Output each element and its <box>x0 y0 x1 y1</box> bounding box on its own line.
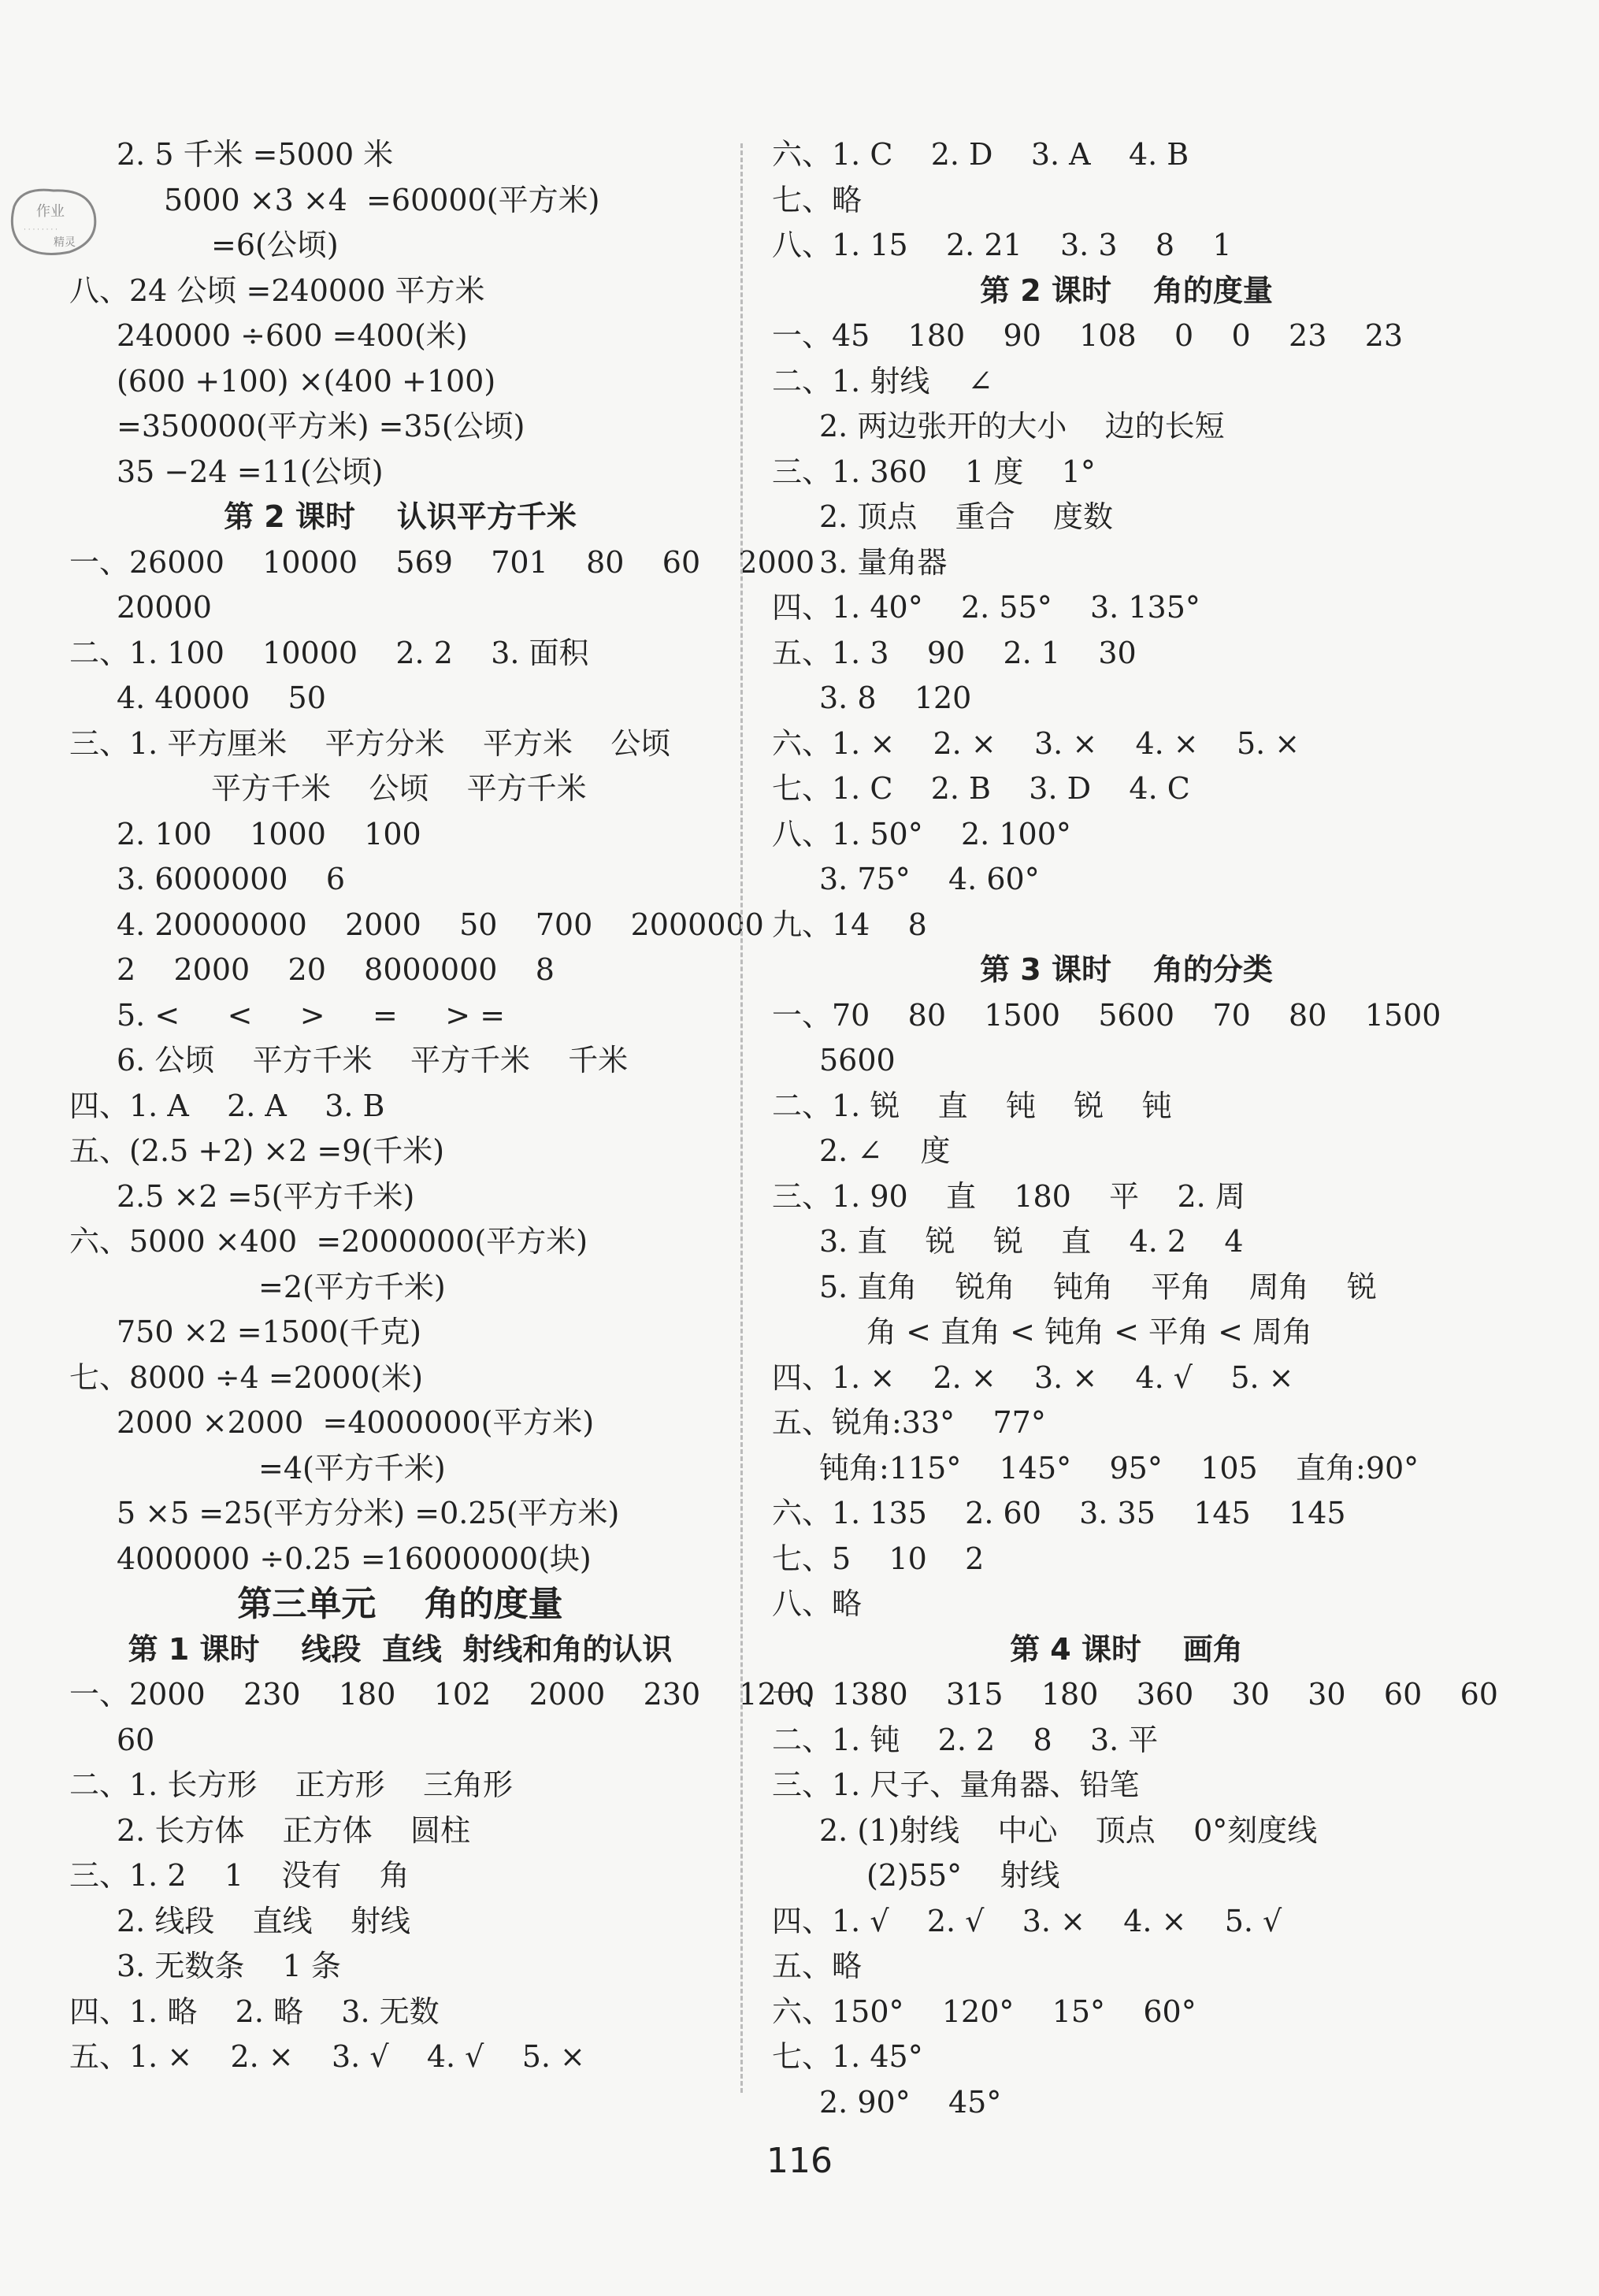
answer-line: 二、1. 钝 2. 2 8 3. 平 <box>772 1722 1159 1757</box>
answer-line: 五、(2.5 +2) ×2 =9(千米) <box>69 1133 445 1168</box>
answer-line: 一、70 80 1500 5600 70 80 1500 <box>772 997 1441 1033</box>
answer-line: 60 <box>117 1722 155 1757</box>
answer-line: =2(平方千米) <box>258 1269 446 1304</box>
answer-line: 五、略 <box>772 1949 863 1983</box>
answer-line: 五、1. × 2. × 3. √ 4. √ 5. × <box>69 2039 585 2074</box>
answer-line: 五、1. 3 90 2. 1 30 <box>772 635 1137 670</box>
answer-line: 240000 ÷600 =400(米) <box>117 318 468 353</box>
left-answer-column <box>69 132 815 2080</box>
answer-line: 五、锐角:33° 77° <box>772 1405 1046 1440</box>
answer-line: 三、1. 尺子、量角器、铅笔 <box>772 1767 1140 1802</box>
answer-line: 2. ∠ 度 <box>819 1133 951 1168</box>
answer-line: 2 2000 20 8000000 8 <box>117 952 555 987</box>
svg-text:精灵: 精灵 <box>54 236 76 249</box>
answer-line: 八、1. 15 2. 21 3. 3 8 1 <box>772 228 1232 262</box>
answer-line: 3. 直 锐 锐 直 4. 2 4 <box>819 1224 1244 1259</box>
answer-line: 一、45 180 90 108 0 0 23 23 <box>772 318 1404 353</box>
answer-line: (2)55° 射线 <box>866 1858 1060 1893</box>
answer-line: 六、1. C 2. D 3. A 4. B <box>772 137 1189 172</box>
answer-line: 六、1. × 2. × 3. × 4. × 5. × <box>772 725 1300 761</box>
answer-line: 四、1. 略 2. 略 3. 无数 <box>69 1994 440 2029</box>
answer-line: =350000(平方米) =35(公顷) <box>117 409 525 443</box>
answer-line: 四、1. 40° 2. 55° 3. 135° <box>772 590 1200 625</box>
answer-line: 2.5 ×2 =5(平方千米) <box>117 1178 415 1214</box>
answer-line: 5 ×5 =25(平方分米) =0.25(平方米) <box>117 1496 620 1530</box>
answer-line: 三、1. 平方厘米 平方分米 平方米 公顷 <box>69 725 671 761</box>
answer-line: 钝角:115° 145° 95° 105 直角:90° <box>819 1450 1419 1486</box>
answer-line: 三、1. 360 1 度 1° <box>772 454 1096 489</box>
answer-line: 三、1. 90 直 180 平 2. 周 <box>772 1178 1245 1214</box>
answer-line: 角 < 直角 < 钝角 < 平角 < 周角 <box>866 1315 1312 1349</box>
answer-line: 3. 无数条 1 条 <box>117 1949 341 1983</box>
answer-line: 5000 ×3 ×4 =60000(平方米) <box>164 182 600 217</box>
answer-line: 四、1. × 2. × 3. × 4. √ 5. × <box>772 1359 1294 1395</box>
answer-line: 2. (1)射线 中心 顶点 0°刻度线 <box>819 1812 1318 1848</box>
answer-line: 二、1. 锐 直 钝 锐 钝 <box>772 1088 1172 1123</box>
answer-line: 二、1. 射线 ∠ <box>772 363 993 399</box>
answer-line: 八、略 <box>772 1586 863 1621</box>
answer-line: 九、14 8 <box>772 907 927 942</box>
answer-line: 3. 75° 4. 60° <box>819 862 1040 896</box>
answer-line: 六、1. 135 2. 60 3. 35 145 145 <box>772 1496 1346 1530</box>
answer-line: 2. 5 千米 =5000 米 <box>117 137 394 172</box>
answer-line: 一、1380 315 180 360 30 30 60 60 <box>772 1677 1498 1712</box>
answer-line: 四、1. A 2. A 3. B <box>69 1088 385 1123</box>
answer-line: 七、5 10 2 <box>772 1541 985 1576</box>
lesson-heading: 第 4 课时 画角 <box>1010 1631 1243 1667</box>
answer-line: 2. 两边张开的大小 边的长短 <box>819 409 1225 443</box>
answer-line: 3. 6000000 6 <box>117 862 346 896</box>
answer-line: 六、150° 120° 15° 60° <box>772 1994 1196 2029</box>
answer-line: 七、1. 45° <box>772 2039 923 2074</box>
answer-line: 2. 长方体 正方体 圆柱 <box>117 1812 470 1848</box>
svg-text:· · · · · · · ·: · · · · · · · · <box>24 226 58 234</box>
answer-line: 八、1. 50° 2. 100° <box>772 816 1071 851</box>
answer-line: 平方千米 公顷 平方千米 <box>211 771 587 806</box>
answer-line: 5600 <box>819 1043 896 1078</box>
answer-line: 四、1. √ 2. √ 3. × 4. × 5. √ <box>772 1903 1282 1938</box>
answer-line: 八、24 公顷 =240000 平方米 <box>69 273 485 308</box>
answer-line: 4000000 ÷0.25 =16000000(块) <box>117 1541 592 1576</box>
answer-line: 750 ×2 =1500(千克) <box>117 1315 421 1349</box>
answer-line: 一、2000 230 180 102 2000 230 1200 <box>69 1677 815 1712</box>
answer-line: (600 +100) ×(400 +100) <box>117 363 496 399</box>
answer-line: 3. 8 120 <box>819 681 972 715</box>
answer-line: 七、略 <box>772 182 863 217</box>
lesson-heading: 第 1 课时 线段 直线 射线和角的认识 <box>128 1631 673 1667</box>
svg-text:作业: 作业 <box>36 203 65 220</box>
answer-line: 3. 量角器 <box>819 544 948 580</box>
answer-line: 二、1. 100 10000 2. 2 3. 面积 <box>69 635 589 670</box>
page-number: 116 <box>766 2141 833 2181</box>
answer-line: 2. 线段 直线 射线 <box>117 1903 410 1938</box>
answer-line: 5. 直角 锐角 钝角 平角 周角 锐 <box>819 1269 1377 1304</box>
answer-line: 2. 顶点 重合 度数 <box>819 499 1113 534</box>
answer-line: 七、1. C 2. B 3. D 4. C <box>772 771 1190 806</box>
answer-line: 2. 90° 45° <box>819 2084 1002 2120</box>
answer-line: =6(公顷) <box>211 228 339 262</box>
answer-line: 20000 <box>117 590 212 625</box>
answer-line: 一、26000 10000 569 701 80 60 2000 <box>69 544 815 580</box>
answer-line: 6. 公顷 平方千米 平方千米 千米 <box>117 1043 629 1078</box>
right-answer-column <box>772 132 1498 2125</box>
answer-line: 4. 20000000 2000 50 700 2000000 <box>117 907 764 942</box>
column-divider <box>740 143 743 2093</box>
answer-line: 5. < < > = > = <box>117 997 506 1033</box>
answer-line: =4(平方千米) <box>258 1450 446 1486</box>
lesson-heading: 第 2 课时 角的度量 <box>980 273 1273 308</box>
answer-line: 2000 ×2000 =4000000(平方米) <box>117 1405 595 1440</box>
answer-line: 4. 40000 50 <box>117 681 326 715</box>
unit-heading: 第三单元 角的度量 <box>237 1584 563 1624</box>
answer-line: 三、1. 2 1 没有 角 <box>69 1858 410 1893</box>
answer-line: 2. 100 1000 100 <box>117 816 421 851</box>
lesson-heading: 第 3 课时 角的分类 <box>980 952 1273 987</box>
answer-line: 35 −24 =11(公顷) <box>117 454 384 489</box>
answer-line: 七、8000 ÷4 =2000(米) <box>69 1359 424 1395</box>
answer-line: 六、5000 ×400 =2000000(平方米) <box>69 1224 588 1259</box>
lesson-heading: 第 2 课时 认识平方千米 <box>224 499 577 534</box>
answer-line: 二、1. 长方形 正方形 三角形 <box>69 1767 513 1802</box>
